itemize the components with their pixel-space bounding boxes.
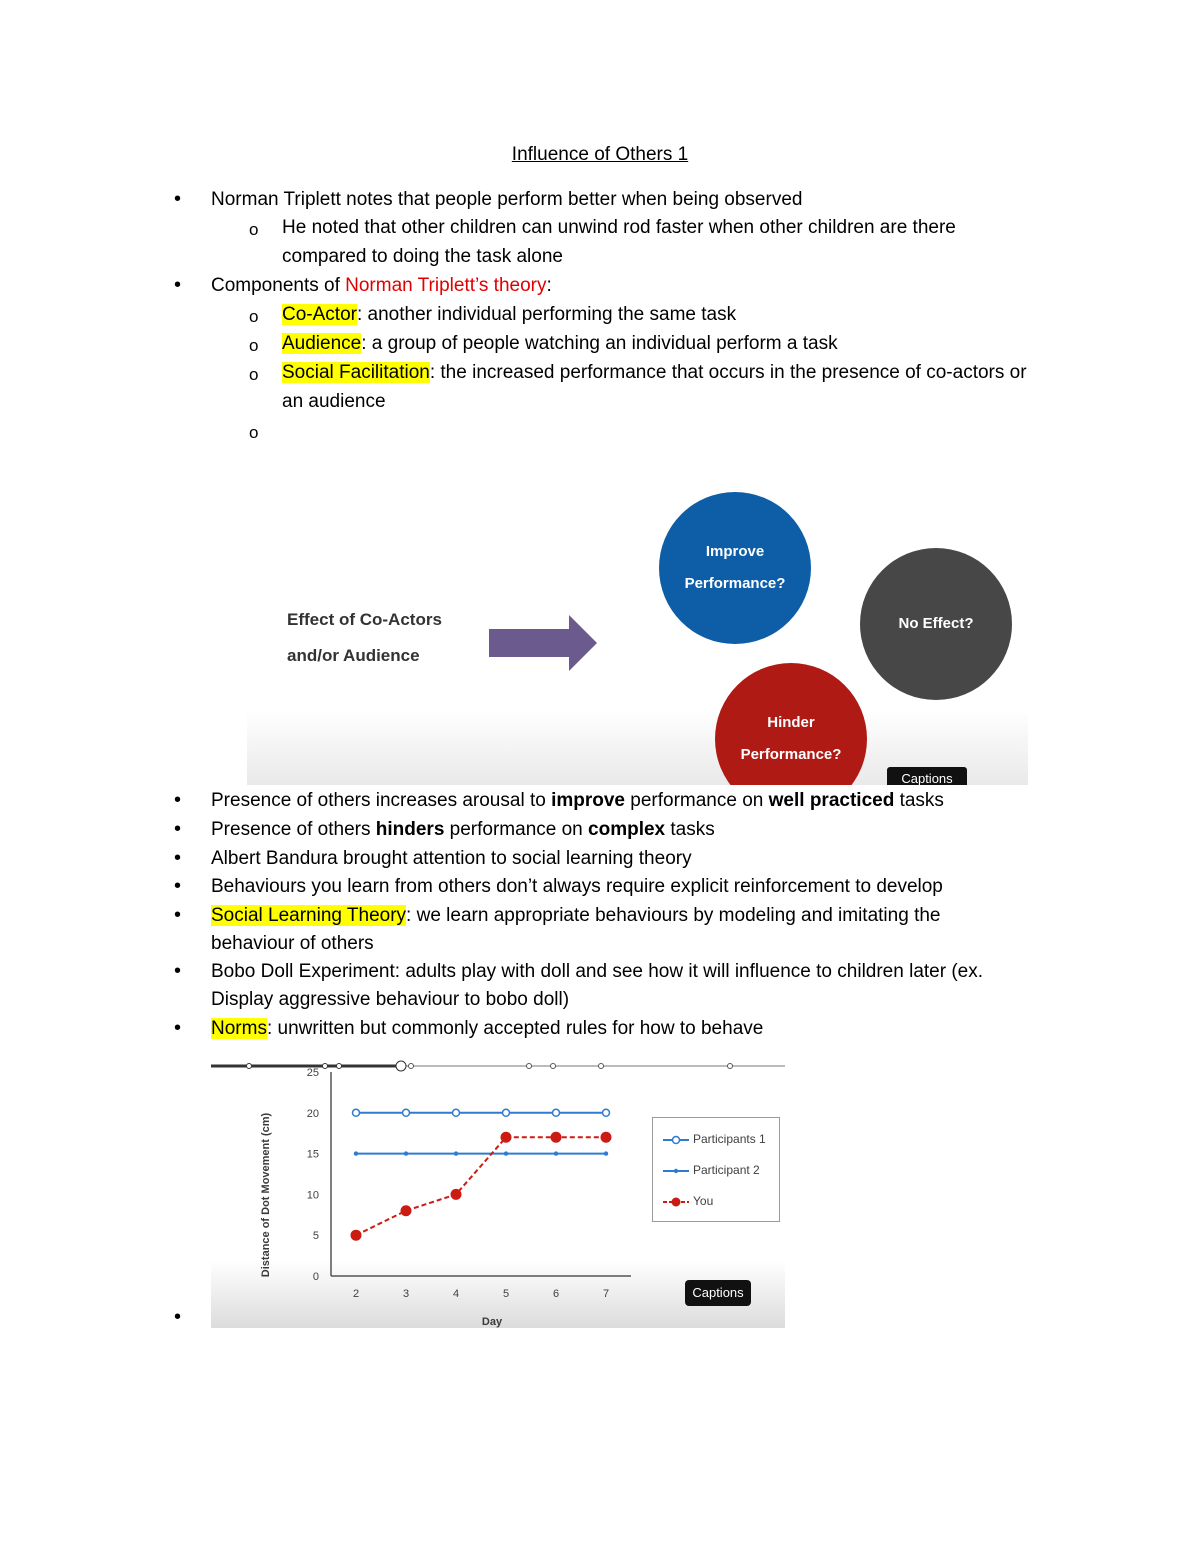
arousal-text-c: performance on bbox=[625, 790, 769, 811]
data-point bbox=[601, 1132, 612, 1143]
video-scrubber[interactable] bbox=[211, 1060, 785, 1072]
effect-label-line1: Effect of Co-Actors bbox=[287, 610, 442, 629]
chart-legend bbox=[652, 1117, 780, 1222]
bullet-mark: • bbox=[174, 1306, 182, 1328]
hinders-text-c: performance on bbox=[444, 819, 589, 840]
bullet-bobo-doll: Bobo Doll Experiment: adults play with doll and see how it will influence to children later (ex. bbox=[211, 961, 984, 982]
sub-bullet-mark: o bbox=[249, 423, 259, 442]
series-line-2 bbox=[356, 1137, 606, 1235]
page-title: Influence of Others 1 bbox=[511, 144, 689, 165]
co-actor-term: Co-Actor bbox=[282, 304, 357, 325]
bullet-mark: • bbox=[174, 188, 182, 210]
data-point bbox=[401, 1205, 412, 1216]
sub-bullet-mark: o bbox=[249, 220, 259, 239]
bullet-mark: • bbox=[174, 789, 182, 811]
legend-item-participant-2 bbox=[653, 1161, 779, 1181]
captions-button[interactable]: Captions bbox=[887, 767, 967, 785]
x-tick-label: 7 bbox=[602, 1288, 610, 1300]
components-text: Components of bbox=[211, 275, 346, 296]
sub-bullet-children-cont: compared to doing the task alone bbox=[282, 246, 563, 267]
legend-label: You bbox=[693, 1194, 714, 1208]
x-tick-label: 6 bbox=[552, 1288, 560, 1300]
dot-movement-chart bbox=[211, 1060, 785, 1328]
bullet-mark: • bbox=[174, 847, 182, 869]
legend-item-participants-1 bbox=[653, 1130, 779, 1150]
hinder-line1: Hinder bbox=[767, 714, 815, 731]
effect-label-line2: and/or Audience bbox=[287, 646, 420, 665]
hinders-text-hinders: hinders bbox=[375, 819, 445, 840]
improve-line1: Improve bbox=[705, 543, 765, 560]
bullet-mark: • bbox=[174, 875, 182, 897]
bullet-mark: • bbox=[174, 960, 182, 982]
bullet-bobo-doll-cont: Display aggressive behaviour to bobo doll) bbox=[211, 989, 570, 1010]
data-point bbox=[503, 1109, 510, 1116]
arousal-text-e: tasks bbox=[894, 790, 944, 811]
data-point bbox=[353, 1109, 360, 1116]
y-tick-label: 15 bbox=[306, 1148, 319, 1161]
legend-label: Participants 1 bbox=[693, 1132, 766, 1146]
bullet-bandura: Albert Bandura brought attention to social learning theory bbox=[211, 848, 692, 869]
bullet-mark: • bbox=[174, 274, 182, 296]
open-circle-marker-icon bbox=[663, 1134, 689, 1146]
data-point bbox=[501, 1132, 512, 1143]
hinders-text-e: tasks bbox=[665, 819, 715, 840]
arousal-text-a: Presence of others increases arousal to bbox=[211, 790, 552, 811]
social-facilitation-definition: : the increased performance that occurs in the presence of co-actors or bbox=[429, 362, 1027, 383]
norms-term: Norms bbox=[211, 1018, 267, 1039]
data-point bbox=[351, 1230, 362, 1241]
slt-definition-cont: behaviour of others bbox=[211, 933, 374, 954]
right-arrow-icon bbox=[489, 615, 601, 671]
y-tick-label: 10 bbox=[306, 1189, 319, 1202]
sub-bullet-audience bbox=[282, 333, 838, 355]
data-point bbox=[354, 1151, 358, 1155]
co-actor-definition: : another individual performing the same task bbox=[356, 304, 737, 325]
filled-circle-marker-icon bbox=[663, 1196, 689, 1208]
x-axis-label: Day bbox=[481, 1316, 503, 1328]
data-point bbox=[453, 1109, 460, 1116]
triplett-theory-text: Norman Triplett’s theory bbox=[345, 275, 547, 296]
hinder-line2: Performance? bbox=[740, 746, 842, 763]
improve-performance-circle bbox=[659, 492, 811, 644]
data-point bbox=[553, 1109, 560, 1116]
hinders-text-a: Presence of others bbox=[211, 819, 376, 840]
data-point bbox=[403, 1109, 410, 1116]
no-effect-label: No Effect? bbox=[898, 615, 974, 632]
audience-term: Audience bbox=[282, 333, 362, 354]
x-tick-label: 4 bbox=[452, 1288, 460, 1300]
slt-definition: : we learn appropriate behaviours by modeling and imitating the bbox=[406, 905, 941, 926]
social-facilitation-definition-cont: an audience bbox=[282, 391, 386, 412]
sub-bullet-mark: o bbox=[249, 307, 259, 326]
bullet-mark: • bbox=[174, 1017, 182, 1039]
y-tick-label: 20 bbox=[306, 1107, 319, 1120]
y-tick-label: 5 bbox=[312, 1230, 319, 1243]
legend-item-you bbox=[653, 1192, 779, 1212]
captions-button[interactable]: Captions bbox=[685, 1280, 751, 1306]
effect-diagram bbox=[247, 480, 1028, 785]
bullet-reinforcement: Behaviours you learn from others don’t always require explicit reinforcement to develop bbox=[211, 876, 943, 897]
bullet-social-learning-theory bbox=[211, 905, 940, 927]
bullet-mark: • bbox=[174, 904, 182, 926]
data-point bbox=[604, 1151, 608, 1155]
colon-text: : bbox=[546, 275, 552, 296]
bullet-norms bbox=[211, 1018, 763, 1040]
social-facilitation-term: Social Facilitation bbox=[282, 362, 430, 383]
bullet-triplett: Norman Triplett notes that people perform better when being observed bbox=[211, 189, 803, 210]
data-point bbox=[551, 1132, 562, 1143]
hinders-text-complex: complex bbox=[588, 819, 666, 840]
slt-term: Social Learning Theory bbox=[211, 905, 407, 926]
data-point bbox=[451, 1189, 462, 1200]
y-tick-label: 0 bbox=[312, 1271, 319, 1283]
sub-bullet-co-actor bbox=[282, 304, 736, 326]
dot-marker-icon bbox=[663, 1165, 689, 1177]
hinder-performance-circle bbox=[715, 663, 867, 785]
data-point bbox=[454, 1151, 458, 1155]
data-point bbox=[554, 1151, 558, 1155]
arousal-text-improve: improve bbox=[551, 790, 625, 811]
x-tick-label: 2 bbox=[352, 1288, 360, 1300]
audience-definition: : a group of people watching an individual perform a task bbox=[361, 333, 838, 354]
norms-definition: : unwritten but commonly accepted rules for how to behave bbox=[266, 1018, 764, 1039]
improve-line2: Performance? bbox=[684, 575, 786, 592]
sub-bullet-mark: o bbox=[249, 336, 259, 355]
data-point bbox=[504, 1151, 508, 1155]
bullet-mark: • bbox=[174, 818, 182, 840]
no-effect-circle bbox=[860, 548, 1012, 700]
x-tick-label: 5 bbox=[502, 1288, 510, 1300]
sub-bullet-social-facilitation bbox=[282, 362, 1027, 384]
sub-bullet-mark: o bbox=[249, 365, 259, 384]
legend-label: Participant 2 bbox=[693, 1163, 760, 1177]
bullet-arousal bbox=[211, 790, 944, 812]
data-point bbox=[603, 1109, 610, 1116]
bullet-components bbox=[211, 275, 552, 297]
sub-bullet-children: He noted that other children can unwind rod faster when other children are there bbox=[282, 217, 956, 238]
x-tick-label: 3 bbox=[402, 1288, 410, 1300]
arousal-text-well-practiced: well practiced bbox=[768, 790, 895, 811]
y-tick-label: 25 bbox=[306, 1067, 319, 1079]
bullet-hinders bbox=[211, 819, 715, 841]
y-axis-label: Distance of Dot Movement (cm) bbox=[260, 1112, 272, 1278]
data-point bbox=[404, 1151, 408, 1155]
